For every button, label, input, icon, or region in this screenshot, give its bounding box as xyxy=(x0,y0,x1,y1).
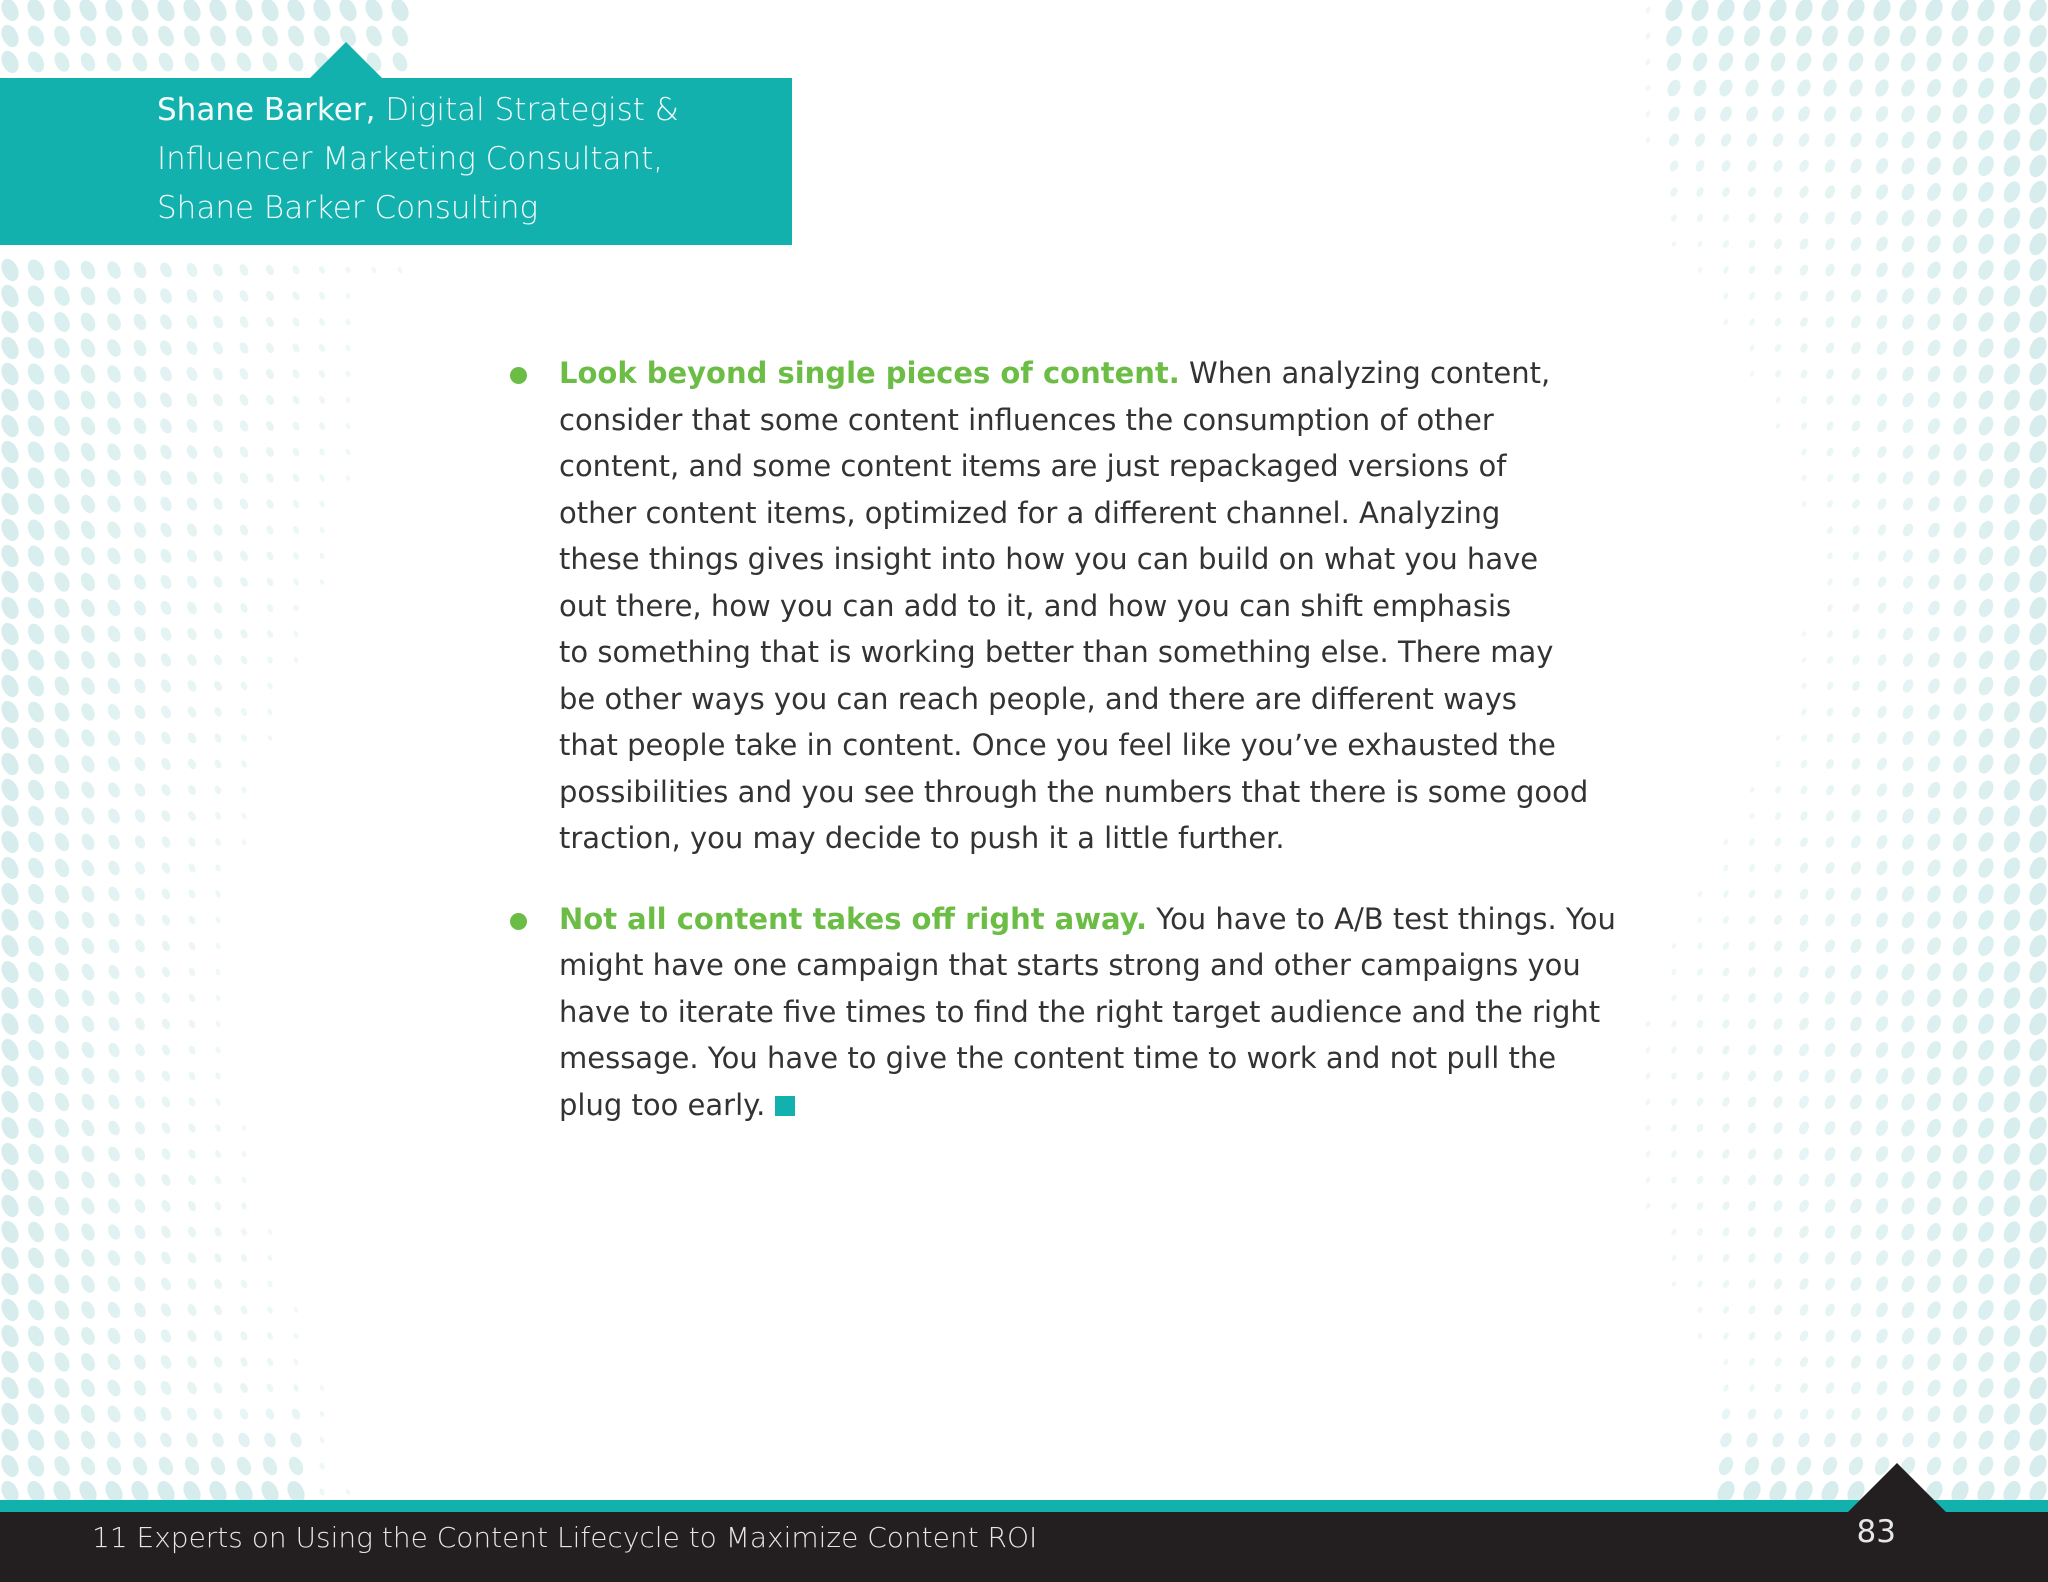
bullet-text-line: consider that some content influences the consumption of other xyxy=(559,402,1494,437)
bullet-text: When analyzing content, xyxy=(1179,356,1551,390)
bullet-text-line: be other ways you can reach people, and there are different ways xyxy=(559,681,1517,716)
header-notch xyxy=(309,42,383,79)
bullet-text-line: that people take in content. Once you feel like you’ve exhausted the xyxy=(559,728,1556,762)
bullet-text-line: other content items, optimized for a different channel. Analyzing xyxy=(559,495,1501,530)
bullet-text-line: to something that is working better than something else. There may xyxy=(559,635,1554,669)
bullet-lead: Look beyond single pieces of content. xyxy=(559,356,1180,390)
bullet-text-line: might have one campaign that starts strong and other campaigns you xyxy=(559,948,1581,982)
bullet-item xyxy=(505,896,1616,1129)
bullet-text-line: plug too early. xyxy=(559,1087,766,1122)
bullet-dot xyxy=(510,913,527,930)
author-role-line2: Influencer Marketing Consultant, xyxy=(157,141,664,177)
bullet-text-line: possibilities and you see through the numbers that there is some good xyxy=(559,774,1589,809)
bullet-text: You have to A/B test things. You xyxy=(1146,901,1616,936)
author-name: Shane Barker, xyxy=(157,92,376,128)
footer-document-title: 11 Experts on Using the Content Lifecycle to Maximize Content ROI xyxy=(92,1521,1038,1554)
author-company: Shane Barker Consulting xyxy=(157,190,539,226)
page-number: 83 xyxy=(1856,1514,1896,1550)
bullet-item xyxy=(505,350,1589,862)
end-mark-square-icon xyxy=(775,1096,795,1116)
bullet-dot xyxy=(510,367,527,384)
bullet-list xyxy=(505,350,1616,1162)
bullet-text-line: message. You have to give the content time to work and not pull the xyxy=(559,1041,1557,1075)
bullet-text-line: have to iterate five times to find the right target audience and the right xyxy=(559,994,1601,1029)
bullet-lead: Not all content takes off right away. xyxy=(559,901,1147,936)
bullet-text-line: content, and some content items are just repackaged versions of xyxy=(559,449,1507,483)
bullet-text-line: these things gives insight into how you can build on what you have xyxy=(559,542,1539,576)
author-header xyxy=(0,78,792,245)
author-role: Digital Strategist & xyxy=(375,92,679,128)
footer-accent-stripe xyxy=(0,1500,2048,1512)
footer-notch xyxy=(1848,1463,1946,1512)
bullet-text-line: traction, you may decide to push it a little further. xyxy=(559,821,1285,855)
bullet-text-line: out there, how you can add to it, and how you can shift emphasis xyxy=(559,588,1512,623)
